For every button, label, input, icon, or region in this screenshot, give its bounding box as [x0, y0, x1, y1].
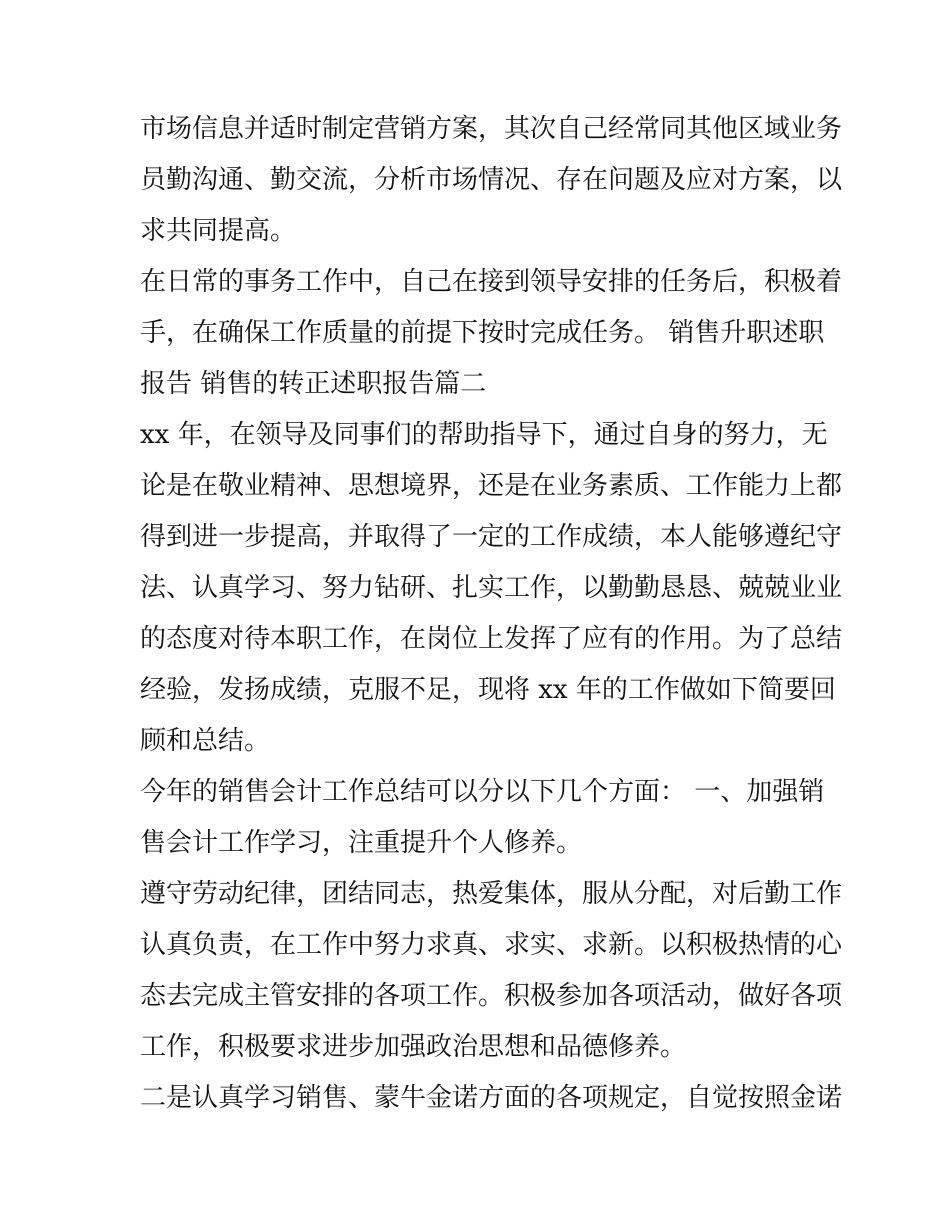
paragraph-3 [140, 410, 843, 767]
text-line: 遵守劳动纪律，团结同志，热爱集体，服从分配，对后勤工作 [140, 879, 843, 909]
text-line: 顾和总结。 [140, 726, 271, 756]
text-line: 求共同提高。 [140, 216, 297, 246]
paragraph-6 [140, 1073, 843, 1124]
text-line: 工作，积极要求进步加强政治思想和品德修养。 [140, 1032, 687, 1062]
text-line: 报告 销售的转正述职报告篇二 [140, 369, 487, 399]
paragraph-4 [140, 767, 825, 869]
document-body [140, 104, 843, 1124]
text-line: xx 年，在领导及同事们的帮助指导下，通过自身的努力，无 [140, 420, 828, 450]
text-line: 市场信息并适时制定营销方案，其次自己经常同其他区域业务 [140, 114, 843, 144]
text-line: 论是在敬业精神、思想境界，还是在业务素质、工作能力上都 [140, 471, 843, 501]
paragraph-2 [140, 257, 843, 410]
text-line: 的态度对待本职工作，在岗位上发挥了应有的作用。为了总结 [140, 624, 843, 654]
text-line: 今年的销售会计工作总结可以分以下几个方面： 一、加强销 [140, 777, 825, 807]
text-line: 二是认真学习销售、蒙牛金诺方面的各项规定，自觉按照金诺 [140, 1083, 843, 1113]
text-line: 员勤沟通、勤交流，分析市场情况、存在问题及应对方案，以 [140, 165, 843, 195]
text-line: 售会计工作学习，注重提升个人修养。 [140, 828, 583, 858]
text-line: 得到进一步提高，并取得了一定的工作成绩，本人能够遵纪守 [140, 522, 843, 552]
paragraph-1 [140, 104, 843, 257]
paragraph-5 [140, 869, 843, 1073]
text-line: 经验，发扬成绩，克服不足，现将 xx 年的工作做如下简要回 [140, 675, 836, 705]
text-line: 认真负责，在工作中努力求真、求实、求新。以积极热情的心 [140, 930, 843, 960]
text-line: 手，在确保工作质量的前提下按时完成任务。 销售升职述职 [140, 318, 825, 348]
text-line: 态去完成主管安排的各项工作。积极参加各项活动，做好各项 [140, 981, 843, 1011]
text-line: 法、认真学习、努力钻研、扎实工作，以勤勤恳恳、兢兢业业 [140, 573, 843, 603]
text-line: 在日常的事务工作中，自己在接到领导安排的任务后，积极着 [140, 267, 843, 297]
